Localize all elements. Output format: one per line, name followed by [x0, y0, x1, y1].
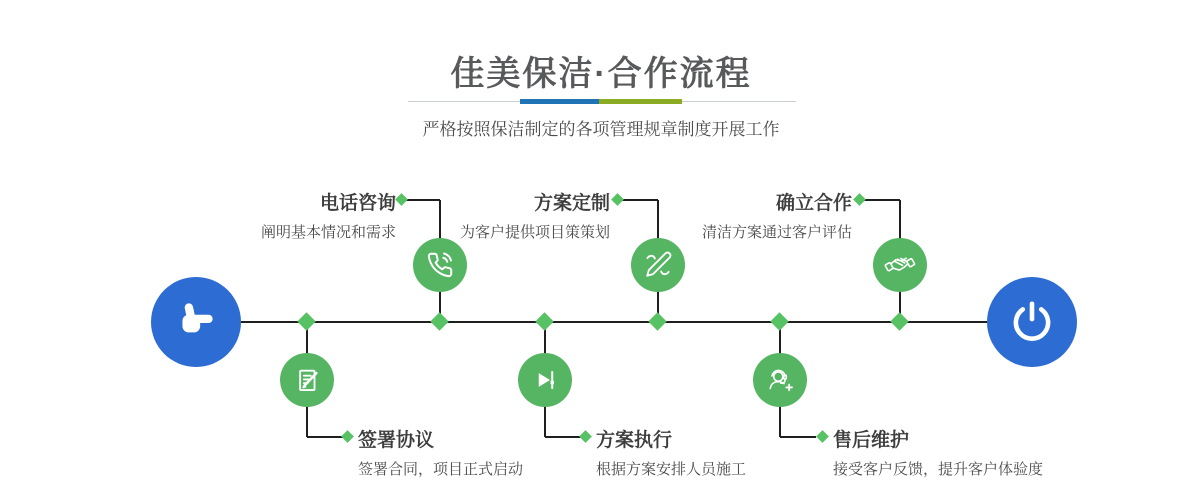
step-desc: 清洁方案通过客户评估	[701, 224, 852, 241]
step-label-execute	[596, 425, 746, 479]
label-diamond	[611, 193, 624, 206]
label-diamond	[853, 193, 866, 206]
start-node	[151, 277, 241, 367]
step-node-support	[753, 353, 807, 407]
connector-hline-phone	[406, 199, 440, 201]
title-divider	[408, 99, 796, 104]
label-diamond	[395, 193, 408, 206]
step-desc: 接受客户反馈，提升客户体验度	[833, 461, 1044, 478]
label-diamond	[816, 430, 829, 443]
divider-blue-segment	[520, 99, 599, 104]
step-title: 售后维护	[833, 430, 910, 451]
headset-support-icon	[764, 364, 796, 396]
label-diamond	[341, 430, 354, 443]
pointing-hand-icon	[171, 297, 221, 347]
step-title: 签署协议	[358, 430, 435, 451]
step-label-support	[833, 425, 1043, 479]
phone-icon	[425, 250, 455, 280]
page-title: 佳美保洁·合作流程	[450, 55, 752, 93]
connector-hline-contract	[307, 436, 343, 438]
connector-hline-design	[622, 199, 658, 201]
timeline-diamond	[430, 312, 448, 330]
step-title: 电话咨询	[319, 193, 396, 214]
timeline-diamond	[890, 312, 908, 330]
pencil-design-icon	[643, 250, 673, 280]
timeline-line	[241, 321, 987, 323]
timeline-diamond	[770, 312, 788, 330]
end-node	[987, 277, 1077, 367]
step-title: 方案定制	[533, 193, 610, 214]
power-icon	[1009, 299, 1055, 345]
connector-hline-handshake	[864, 199, 900, 201]
timeline-diamond	[297, 312, 315, 330]
step-label-handshake	[702, 188, 852, 242]
step-title: 确立合作	[775, 193, 852, 214]
handshake-icon	[884, 249, 916, 281]
connector-hline-support	[780, 436, 816, 438]
step-desc: 根据方案安排人员施工	[596, 461, 747, 478]
step-node-phone	[413, 238, 467, 292]
step-node-handshake	[873, 238, 927, 292]
step-title: 方案执行	[596, 430, 673, 451]
step-desc: 签署合同，项目正式启动	[358, 461, 524, 478]
connector-hline-execute	[545, 436, 581, 438]
step-desc: 阐明基本情况和需求	[260, 224, 396, 241]
step-node-contract	[280, 353, 334, 407]
label-diamond	[579, 430, 592, 443]
step-label-design	[460, 188, 610, 242]
play-execute-icon	[530, 365, 560, 395]
timeline-diamond	[535, 312, 553, 330]
step-desc: 为客户提供项目策策划	[459, 224, 610, 241]
page-subtitle: 严格按照保洁制定的各项管理规章制度开展工作	[422, 120, 780, 139]
timeline-diamond	[648, 312, 666, 330]
step-node-execute	[518, 353, 572, 407]
step-label-contract	[358, 425, 523, 479]
contract-sign-icon	[292, 365, 322, 395]
step-node-design	[631, 238, 685, 292]
divider-olive-segment	[599, 99, 682, 104]
step-label-phone	[261, 188, 396, 242]
